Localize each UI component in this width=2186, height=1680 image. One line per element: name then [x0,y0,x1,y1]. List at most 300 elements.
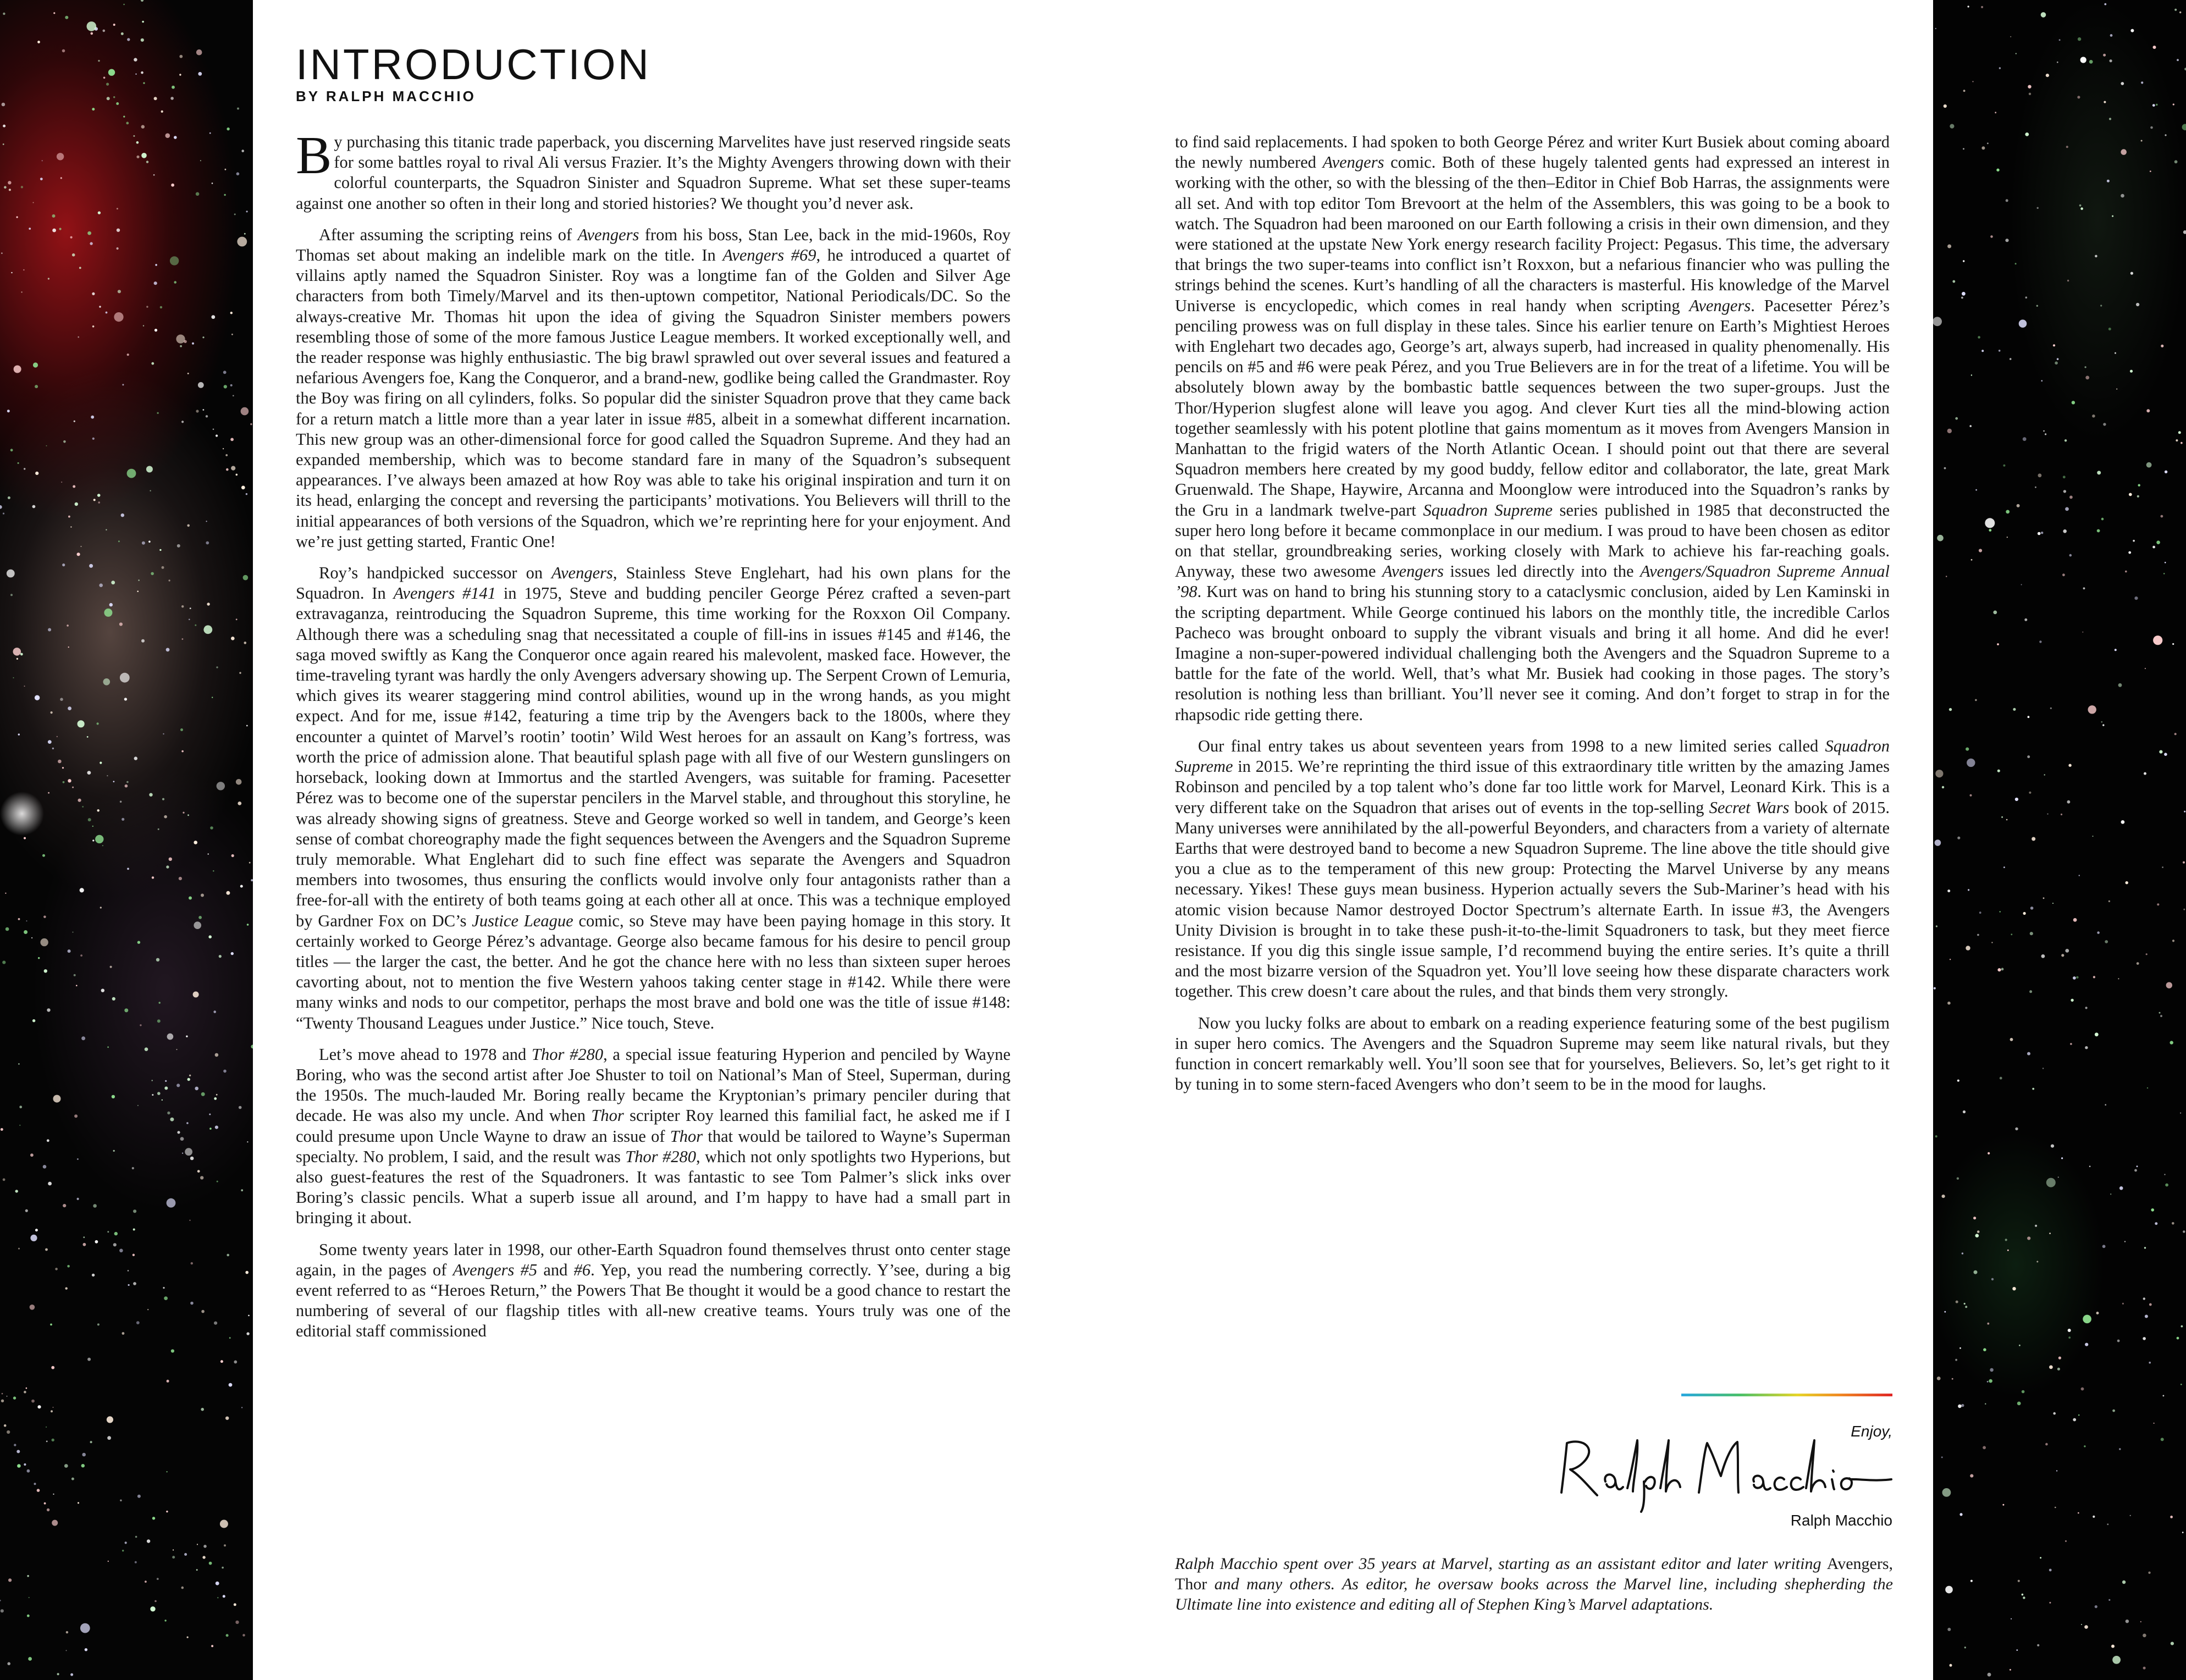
star [92,108,95,110]
star [107,1416,113,1423]
star [202,1556,205,1559]
star [81,1036,85,1040]
star [40,938,48,946]
star [24,1391,26,1394]
star [35,695,40,700]
star [211,1645,213,1647]
star [154,281,157,285]
star [2073,1418,2076,1422]
star [2163,573,2165,574]
star [2148,1572,2150,1574]
star [1989,529,1991,532]
star [29,1597,30,1598]
star [87,231,91,235]
star [213,870,214,872]
star [180,728,183,731]
star [118,290,121,293]
star [2156,104,2158,106]
star [1950,124,1954,129]
author-bio [1175,1554,1893,1615]
star [68,706,71,710]
star [214,1097,217,1100]
star [216,435,218,437]
star [1947,1002,1951,1005]
star [1945,1586,1953,1594]
star [1935,28,1936,29]
star [2007,537,2008,538]
star [246,211,248,212]
star [117,247,119,250]
star [203,1545,207,1548]
title-reference: Avengers [1322,153,1384,172]
star [174,281,176,284]
star [1970,794,1972,797]
space-background-right [1933,0,2186,1680]
text-run: . Yep, you read the numbering correctly. Y’see, during a big event referred to as “Heroes Return,” the Powers That Be thought it would be a good chance to restart the numbering of several of our flagship titles with all-new creative teams. Yours truly was one of the editorial staff commissioned [296,1260,1011,1341]
star [2027,1052,2030,1055]
star [2149,1303,2152,1306]
paragraph-text: y purchasing this titanic trade paperback, you discerning Marvelites have just reserved ringside seats for some battles royal to rival Ali versus Frazier. It’s the Mighty Avengers throwing down with their colorful counterparts, the Squadron Sinister and Squadron Supreme. What set these super-teams against one another so often in their long and storied histories? We thought you’d never ask. [296,132,1011,213]
star [1985,1403,1986,1405]
star [183,812,184,814]
star [181,1587,184,1589]
star [117,208,118,209]
star [78,336,79,338]
star [80,954,82,957]
star [1989,1379,1992,1383]
star [2049,1602,2051,1604]
star [212,697,213,698]
text-run: issues led directly into the [1443,562,1641,581]
star [1968,5,1969,7]
star [2107,180,2110,183]
star [152,1517,155,1519]
star [2036,305,2038,307]
star [2137,962,2139,965]
star [173,1549,174,1550]
star [57,1673,59,1675]
star [2097,931,2100,934]
star [167,1034,174,1040]
star [2181,1384,2182,1385]
star [142,21,144,23]
closing-enjoy: Enjoy, [1851,1423,1892,1440]
star [2110,59,2112,62]
star [2032,1088,2034,1090]
star [1987,1381,1989,1383]
star [222,1567,224,1569]
star [1944,467,1946,469]
star [2053,344,2055,346]
star [113,24,115,26]
star [202,336,204,338]
star [114,312,123,322]
star [2095,1032,2099,1036]
star [2117,1340,2120,1342]
star [2130,29,2134,32]
star [2145,1315,2148,1318]
star [213,1010,216,1013]
star [1,1128,3,1131]
star [2172,1222,2174,1225]
star [217,782,225,790]
star [2097,529,2100,533]
star [2006,199,2008,202]
star [2056,1470,2057,1471]
star [182,638,184,640]
star [2073,918,2077,922]
star [2036,1261,2038,1263]
title-reference: Thor #280 [625,1147,696,1166]
star [172,1556,175,1559]
star [2061,814,2062,815]
star [245,1271,249,1274]
star [40,178,43,180]
star [112,997,115,1001]
star [170,97,174,100]
star [109,603,113,606]
star [143,325,144,326]
star [2104,3,2106,5]
star [5,927,9,931]
star [128,1270,129,1272]
star [158,828,159,830]
star [2035,1225,2037,1227]
star [142,541,145,545]
star [236,779,242,785]
star [2121,194,2124,198]
star [111,581,115,584]
star [2065,507,2069,511]
star [185,1148,192,1156]
star [126,122,129,125]
star [2069,554,2072,557]
star [227,1254,229,1257]
star [117,229,120,232]
star [2072,401,2075,404]
star [2018,1580,2020,1582]
star [2153,46,2156,49]
star [163,1287,164,1289]
star [1971,559,1973,561]
star [2003,465,2005,467]
star [2184,811,2185,813]
title-reference: Squadron Supreme [1423,500,1553,520]
star [8,181,11,184]
star [227,128,229,130]
title-reference: Avengers #5 [452,1260,538,1279]
star [48,1182,52,1186]
star [1957,837,1960,839]
star [2067,800,2071,804]
star [2118,683,2122,687]
star [2143,1337,2146,1340]
star [1991,1278,1994,1280]
star [171,1349,174,1352]
star [2165,134,2166,136]
star [2070,1043,2072,1045]
star [33,202,34,203]
star [4,1424,7,1427]
star [13,677,14,678]
star [93,499,96,501]
star [27,1469,30,1473]
star [2049,1366,2053,1369]
star [1942,1195,1945,1198]
text-run: . Pacesetter Pérez’s penciling prowess was on full display in these tales. Since his earlier tenure on Earth’s Mightiest Heroes with Englehart two decades ago, George’s art, always superb, had increased in quality phenomenally. His pencils on #5 and #6 were peak Pérez, and you True Believers are in for the treat of a lifetime. You will be absolutely blown away by the bombastic battle sequences between the two super-groups. Just the Thor/Hyperion slugfest alone will leave you agog. And clever Kurt ties all the mind-blowing action together seamlessly with his potent plotline that gains momentum as it moves from Avengers Mansion in Manhattan to the frigid waters of the North Atlantic Ocean. I should point out that there are several Squadron members here created by my good buddy, fellow editor and collaborator, the late, great Mark Gruenwald. The Shape, Haywire, Arcanna and Moonglow were introduced into the Squadron’s ranks by the Gru in a landmark twelve-part [1175,296,1890,520]
star [13,1396,16,1399]
star [2041,380,2043,382]
star [1957,1178,1959,1180]
star [2163,1395,2165,1397]
star [1996,169,1999,172]
star [2085,1007,2088,1009]
star [88,818,91,821]
star [1933,317,1942,326]
star [133,1254,135,1256]
star [119,622,123,626]
star [241,150,244,152]
text-run: scripter Roy learned this familial fact, he asked me if I could presume upon Uncle Wayne to draw an issue of [296,1106,1011,1146]
star [2164,753,2167,756]
star [1972,81,1973,82]
star [120,801,122,803]
title-reference: Avengers/Squadron Supreme Annual ’98 [1175,562,1890,601]
star [2102,724,2104,726]
star [240,885,243,888]
star [51,1410,53,1412]
star [212,183,213,184]
byline: BY RALPH MACCHIO [296,88,476,104]
title-reference: Avengers [1689,296,1751,315]
star [57,153,64,160]
star [2010,36,2011,37]
star [1997,770,2000,772]
star [136,156,139,158]
paragraph [1175,736,1890,1002]
star [2062,573,2065,576]
star [72,787,74,788]
star [67,625,69,627]
star [163,733,164,734]
star [2023,1596,2025,1599]
star [2157,903,2159,905]
star [198,72,202,76]
star [68,516,70,518]
star [169,858,172,861]
star [1962,292,1966,296]
star [3,125,5,128]
star [2108,900,2110,902]
star [43,916,46,919]
star [59,228,62,230]
star [53,1095,61,1103]
star [62,49,65,53]
star [190,1157,194,1160]
star [37,1489,40,1492]
star [2102,1245,2106,1248]
star [122,384,124,385]
star [2083,1315,2091,1324]
star [62,767,64,769]
star [2046,74,2049,77]
star [132,1167,134,1169]
text-run: to find said replacements. I had spoken to both George Pérez and writer Kurt Busiek about coming aboard the newly numbered [1175,132,1890,172]
star [68,949,71,953]
star [37,1405,41,1408]
star [2129,493,2132,496]
star [2177,1337,2179,1340]
star [113,1150,115,1152]
star [2043,430,2044,432]
paragraph [1175,1013,1890,1095]
star [1981,146,1985,150]
star [2065,949,2069,953]
star [201,894,204,897]
star [2079,875,2080,876]
star [195,625,196,626]
star [1988,1673,1991,1677]
star [1950,1664,1952,1667]
star [1977,934,1979,936]
star [1978,336,1980,339]
star [2081,1624,2082,1625]
text-run: Roy’s handpicked successor on [319,563,552,583]
star [27,1575,29,1577]
star [2077,96,2080,98]
star [164,1296,168,1300]
star [224,1544,226,1546]
text-run: Now you lucky folks are about to embark on a reading experience featuring some of the best pugilism in super hero comics. The Avengers and the Squadron Supreme may seem like natural rivals, but they function in concert remarkably well. You’ll soon see that for yourselves, Believers. So, let’s get right to it by tuning in to some stern-faced Avengers who don’t seem to be in the mood for laughs. [1175,1013,1890,1094]
star [2035,487,2036,488]
star [8,496,10,499]
star [2053,1412,2056,1415]
star [2010,1669,2011,1671]
star [209,1128,212,1130]
star [184,1553,187,1556]
paragraph [296,225,1011,552]
star [74,974,76,976]
star [10,449,13,451]
star [203,625,212,634]
text-run: that would be tailored to Wayne’s Superman specialty. No problem, I said, and the result was [296,1126,1011,1166]
star [2112,215,2113,217]
paragraph [1175,132,1890,725]
star [127,469,136,478]
text-run: series published in 1985 that deconstructed the super hero long before it became commonplace in our medium. I was proud to have been chosen as editor on that stellar, groundbreaking series, working closely with Mark to achieve his far-reaching goals. Anyway, these two awesome [1175,500,1890,581]
star [4,186,7,189]
star [190,607,191,609]
star [52,229,56,233]
star [208,853,209,854]
star [141,125,145,128]
star [55,1268,58,1270]
star [180,1137,184,1141]
star [2032,837,2035,841]
star [2122,1580,2126,1584]
star [34,1483,36,1485]
star [2038,532,2041,535]
star [2108,328,2111,330]
star [2058,1176,2059,1178]
star [239,1106,242,1109]
star [1949,708,1952,711]
star [2096,1312,2099,1314]
star [30,1305,35,1310]
star [2067,280,2069,281]
star [209,132,211,134]
star [244,233,246,235]
star [1963,260,1964,262]
star [1970,1580,1973,1582]
star [143,82,145,84]
drop-cap: B [296,126,332,185]
star [220,1360,223,1363]
star [151,362,154,365]
star [24,1463,26,1466]
text-run: comic, so Steve may have been paying homage in this story. It certainly worked to George Pérez’s advantage. George also became famous for his desire to pencil group titles — the larger the cast, the better. And he got the chance here with no less than sixteen super heroes cavorting about, not to mention the five Western yahoos taking center stage in #142. While there were many winks and nods to our competitor, perhaps the most brave and bold one was the title of issue #148: “Twenty Thousand Leagues under Justice.” Nice touch, Steve. [296,911,1011,1032]
star [2179,12,2181,13]
star [147,1309,148,1310]
star [61,482,62,483]
paragraph [296,1045,1011,1229]
star [238,802,241,805]
star [2023,437,2027,441]
star [176,1084,180,1087]
star [2130,370,2133,373]
star [78,1502,79,1504]
star [68,646,69,648]
star [19,1106,22,1108]
star [243,575,249,581]
star [1999,350,2001,352]
star [120,673,130,683]
star [211,315,215,319]
star [1991,942,1992,943]
star [2095,255,2097,258]
text-run: . Kurt was on hand to bring his stunning story to a cataclysmic conclusion, aided by Len Kaminski in the scripting department. While George continued his labors on the monthly title, the incredible Carlos Pacheco was brought onboard to supply the vibrant visuals and bring it all home. And did he ever! Imagine a non-super-powered individual challenging both the Avengers and the Squadron Supreme to a battle for the fate of the world. Well, that’s what Mr. Busiek had cooking in those pages. The story’s resolution is nothing less than brilliant. You’ll never see it coming. And don’t forget to strap in for the rhapsodic ride getting there. [1175,582,1890,724]
star [101,989,104,992]
star [2055,362,2058,365]
star [219,955,222,958]
star [2152,546,2155,549]
star [2103,54,2106,57]
star [95,835,103,843]
star [2064,439,2067,441]
star [32,1019,35,1022]
star [2010,1038,2013,1041]
star [1959,1513,1962,1516]
star [2105,940,2108,943]
star [2149,1362,2151,1364]
star [67,1265,70,1268]
star [26,1388,27,1389]
star [2183,230,2186,234]
star [230,384,233,386]
star [2045,1443,2048,1446]
star [92,438,95,440]
text-column-left [296,126,1011,1353]
star [1,1609,4,1612]
star [1961,1404,1964,1407]
star [2025,296,2028,299]
star [2144,1247,2146,1248]
star [2183,909,2185,910]
star [150,490,151,491]
star [207,603,209,605]
star [60,698,63,701]
star [2015,263,2017,264]
